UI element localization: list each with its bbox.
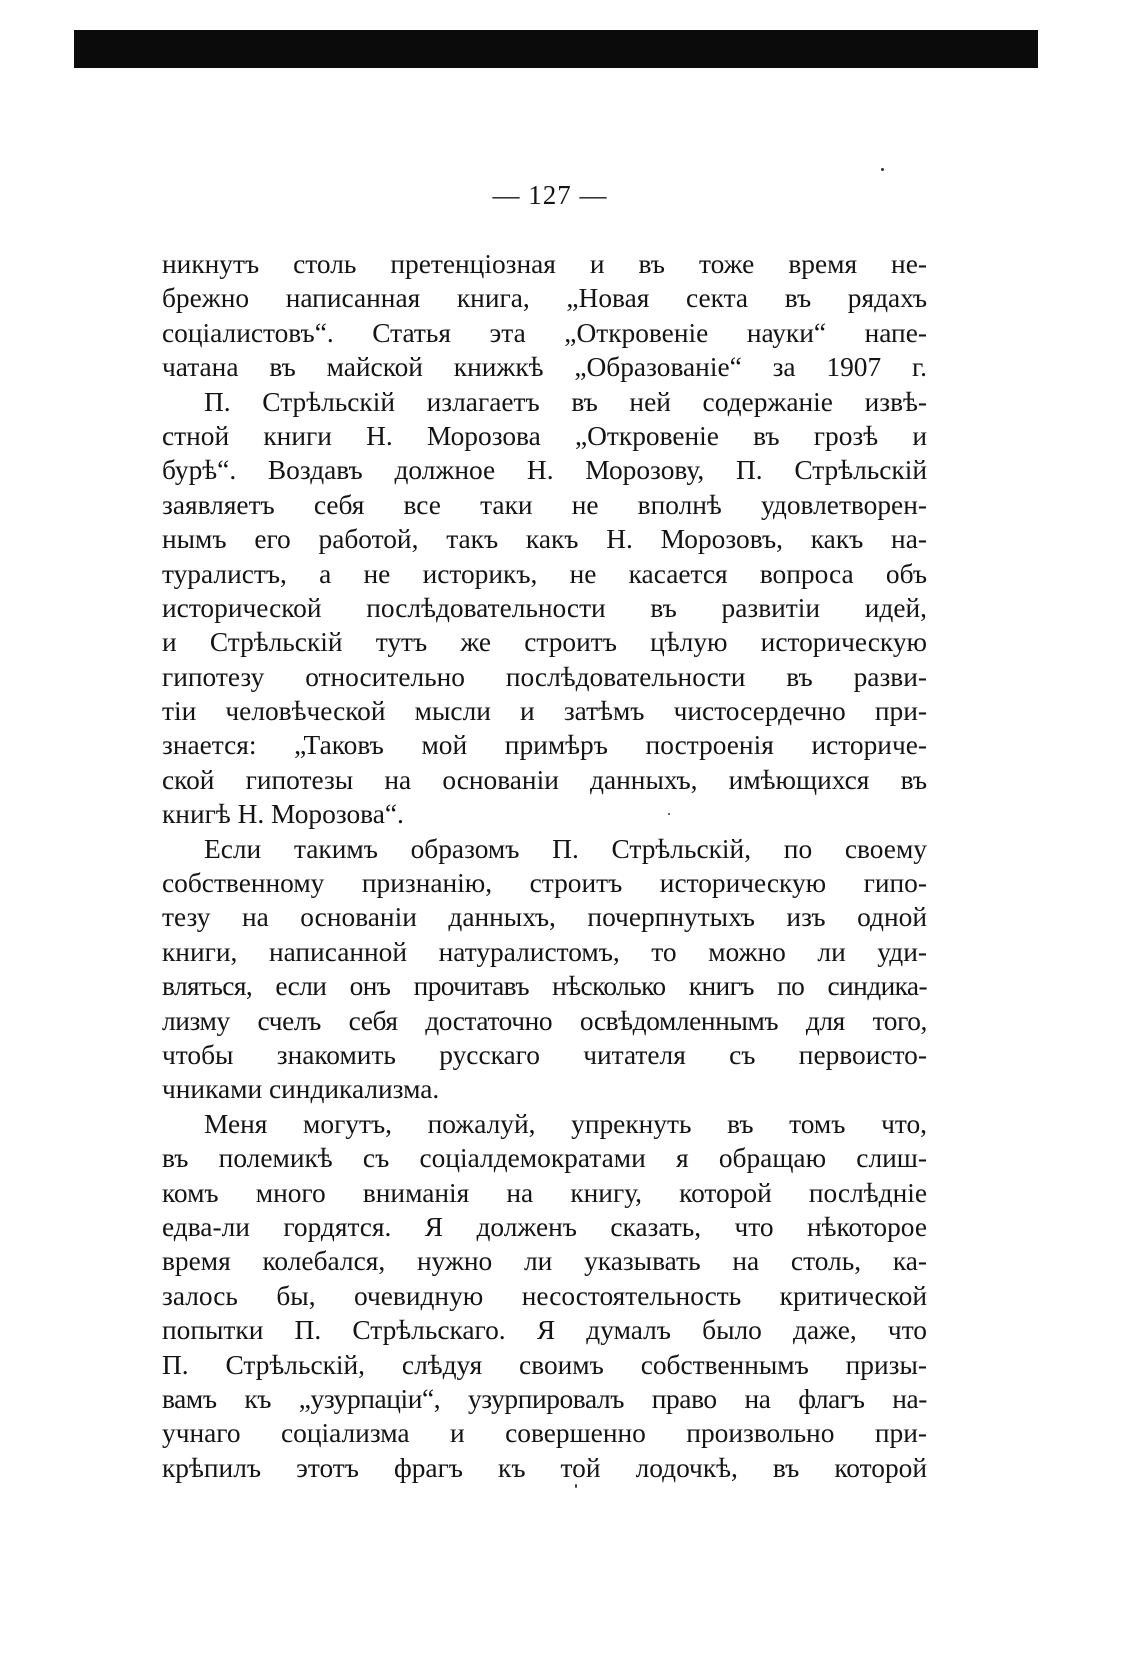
- text-line: Меня могутъ, пожалуй, упрекнуть въ томъ что,: [204, 1108, 927, 1139]
- text-line: въ полемикѣ съ соціалдемократами я обращаю слиш-: [162, 1143, 927, 1174]
- scan-speck: [668, 813, 670, 815]
- text-line: чниками синдикализма.: [162, 1074, 440, 1105]
- text-line: нымъ его работой, такъ какъ Н. Морозовъ, какъ на-: [162, 524, 927, 555]
- scan-top-band: [74, 30, 1038, 68]
- text-line: исторической послѣдовательности въ развитіи идей,: [162, 592, 927, 623]
- text-line: едва-ли гордятся. Я долженъ сказать, что нѣкоторое: [162, 1211, 927, 1242]
- text-line: никнутъ столь претенціозная и въ тоже время не-: [162, 249, 927, 279]
- text-line: П. Стрѣльскій, слѣдуя своимъ собственнымъ призы-: [162, 1349, 927, 1380]
- text-line: тезу на основаніи данныхъ, почерпнутыхъ изъ одной: [162, 902, 927, 933]
- scan-speck: [881, 168, 884, 171]
- text-line: комъ много вниманія на книгу, которой послѣдніе: [162, 1177, 927, 1208]
- text-line: чатана въ майской книжкѣ „Образованіе“ за 1907 г.: [162, 352, 927, 383]
- text-line: П. Стрѣльскій излагаетъ въ ней содержаніе извѣ-: [204, 386, 927, 417]
- text-line: гипотезу относительно послѣдовательности въ разви-: [162, 661, 927, 692]
- text-line: и Стрѣльскій тутъ же строитъ цѣлую историческую: [162, 627, 927, 658]
- text-line: крѣпилъ этотъ фрагъ къ той лодочкѣ, въ которой: [162, 1452, 927, 1483]
- text-line: вляться, если онъ прочитавъ нѣсколько книгъ по синдика-: [162, 971, 927, 1002]
- text-line: чтобы знакомить русскаго читателя съ первоисто-: [162, 1039, 927, 1070]
- text-line: лизму счелъ себя достаточно освѣдомленнымъ для того,: [162, 1005, 927, 1036]
- text-line: вамъ къ „узурпаціи“, узурпировалъ право на флагъ на-: [162, 1383, 927, 1414]
- page-number: — 127 —: [492, 180, 608, 210]
- text-line: собственному признанію, строитъ историческую гипо-: [162, 868, 927, 899]
- text-line: залось бы, очевидную несостоятельность критической: [162, 1280, 927, 1311]
- text-line: Если такимъ образомъ П. Стрѣльскій, по своему: [204, 833, 927, 864]
- text-line: попытки П. Стрѣльскаго. Я думалъ было даже, что: [162, 1315, 927, 1346]
- text-line: туралистъ, а не историкъ, не касается вопроса объ: [162, 558, 927, 589]
- text-line: время колебался, нужно ли указывать на столь, ка-: [162, 1246, 927, 1277]
- text-line: соціалистовъ“. Статья эта „Откровеніе науки“ напе-: [162, 317, 927, 348]
- text-line: заявляетъ себя все таки не вполнѣ удовлетворен-: [162, 489, 927, 520]
- text-line: книги, написанной натуралистомъ, то можно ли уди-: [162, 936, 927, 967]
- text-line: брежно написанная книга, „Новая секта въ рядахъ: [162, 283, 927, 314]
- text-line: книгѣ Н. Морозова“.: [162, 799, 404, 830]
- text-line: знается: „Таковъ мой примѣръ построенія историче-: [162, 730, 927, 761]
- scan-speck: [575, 1484, 577, 1488]
- text-line: учнаго соціализма и совершенно произвольно при-: [162, 1418, 927, 1449]
- text-line: бурѣ“. Воздавъ должное Н. Морозову, П. Стрѣльскій: [162, 455, 927, 486]
- text-line: стной книги Н. Морозова „Откровеніе въ грозѣ и: [162, 420, 927, 451]
- text-line: ской гипотезы на основаніи данныхъ, имѣющихся въ: [162, 764, 927, 795]
- text-line: тіи человѣческой мысли и затѣмъ чистосердечно при-: [162, 696, 927, 727]
- body-text: [162, 247, 927, 1485]
